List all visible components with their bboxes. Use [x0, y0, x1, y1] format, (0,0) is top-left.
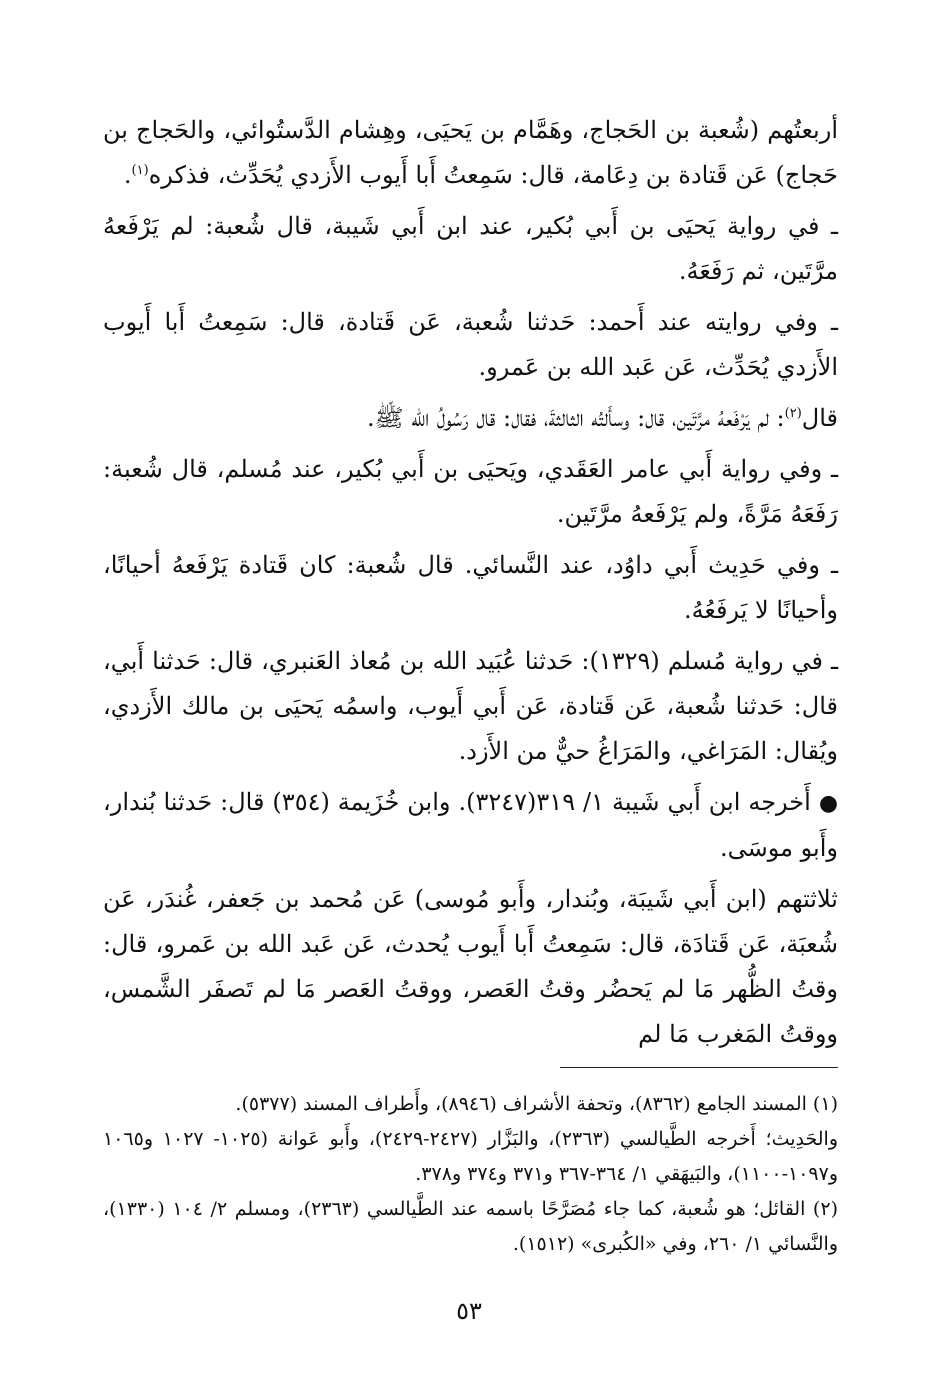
paragraph-1-text: أربعتُهم (شُعبة بن الحَجاج، وهَمَّام بن يَحيَى، وهِشام الدَّستُوائي، والحَجاج بن حَجاج) عَن قَتادة بن دِعَامة، قال: سَمِعتُ أَبا أَيوب الأَزدي يُحَدِّث، فذكره [103, 116, 838, 189]
bullet-icon: ● [818, 791, 839, 816]
paragraph-3: ـ وفي روايته عند أَحمد: حَدثنا شُعبة، عَن قَتادة، قال: سَمِعتُ أَبا أَيوب الأَزدي يُحَدِّث، عَن عَبد الله بن عَمرو. [103, 308, 838, 381]
footnotes [103, 1087, 838, 1262]
paragraph-6: ـ وفي حَدِيث أَبي داوُد، عند النَّسائي. قال شُعبة: كان قَتادة يَرْفَعهُ أحيانًا، وأحيانًا لا يَرفَعُهُ. [103, 551, 838, 624]
footnote-ref-2[interactable]: (٢) [784, 406, 802, 421]
footnote-ref-1[interactable]: (١) [131, 163, 149, 178]
paragraph-9: ثلاثتهم (ابن أَبي شَيبَة، وبُندار، وأَبو مُوسى) عَن مُحمد بن جَعفر، غُندَر، عَن شُعبَة، عَن قَتادَة، قال: سَمِعتُ أَبا أَيوب يُحدث، عَن عَبد الله بن عَمرو، قال: وقتُ الظُّهر مَا لم يَحضُر وقتُ العَصر، ووقتُ العَصر مَا لم تَصفَر الشَّمس، ووقتُ المَغرب مَا لم [103, 885, 838, 1048]
paragraph-4-rest: : لم يَرْفَعهُ مرَّتَين، قال: وسأَلتُه الثالثةَ، فقال: قال رَسُولُ الله ﷺ. [366, 404, 785, 432]
paragraph-8-text: أَخرجه ابن أَبي شَيبة ١/ ٣١٩(٣٢٤٧). وابن خُزَيمة (٣٥٤) قال: حَدثنا بُندار، وأَبو موسَى. [103, 788, 838, 862]
footnote-1: (١) المسند الجامع (٨٣٦٢)، وتحفة الأشراف (٨٩٤٦)، وأَطراف المسند (٥٣٧٧). [235, 1093, 838, 1115]
footnote-1-continued: والحَدِيث؛ أَخرجه الطَّيالسي (٢٣٦٣)، والبَزَّار (٢٤٢٧-٢٤٢٩)، وأَبو عَوانة (١٠٢٥- ١٠٢٧ و١٠٦٥ و١٠٩٧-١١٠٠)، والبَيهَقي ١/ ٣٦٤-٣٦٧ و٣٧١ و٣٧٤ و٣٧٨. [103, 1128, 839, 1185]
paragraph-2: ـ في رواية يَحيَى بن أَبي بُكير، عند ابن أَبي شَيبة، قال شُعبة: لم يَرْفَعهُ مرَّتَين، ثم رَفَعَهُ. [103, 212, 839, 285]
page-number: ٥٣ [456, 1297, 482, 1325]
footnote-divider [560, 1067, 838, 1068]
paragraph-4 [103, 396, 838, 441]
paragraph-4-start: قال [801, 404, 838, 432]
main-text [103, 108, 838, 1063]
footnote-2: (٢) القائل؛ هو شُعبة، كما جاء مُصَرَّحًا باسمه عند الطَّيالسي (٢٣٦٣)، ومسلم ٢/ ١٠٤ (١٣٣٠)، والنَّسائي ١/ ٢٦٠، وفي «الكُبرى» (١٥١٢). [103, 1198, 838, 1255]
paragraph-8 [103, 780, 838, 871]
paragraph-5: ـ وفي رواية أَبي عامر العَقَدي، ويَحيَى بن أَبي بُكير، عند مُسلم، قال شُعبة: رَفَعَهُ مَرَّةً، ولم يَرْفَعهُ مرَّتَين. [103, 455, 838, 528]
paragraph-7: ـ في رواية مُسلم (١٣٢٩): حَدثنا عُبَيد الله بن مُعاذ العَنبري، قال: حَدثنا أَبي، قال: حَدثنا شُعبة، عَن قَتادة، عَن أَبي أَيوب، واسمُه يَحيَى بن مالك الأَزدي، ويُقال: المَرَاغي، والمَرَاغُ حيٌّ من الأَزد. [103, 647, 838, 765]
paragraph-1 [103, 108, 838, 198]
paragraph-1-end: . [123, 161, 132, 189]
